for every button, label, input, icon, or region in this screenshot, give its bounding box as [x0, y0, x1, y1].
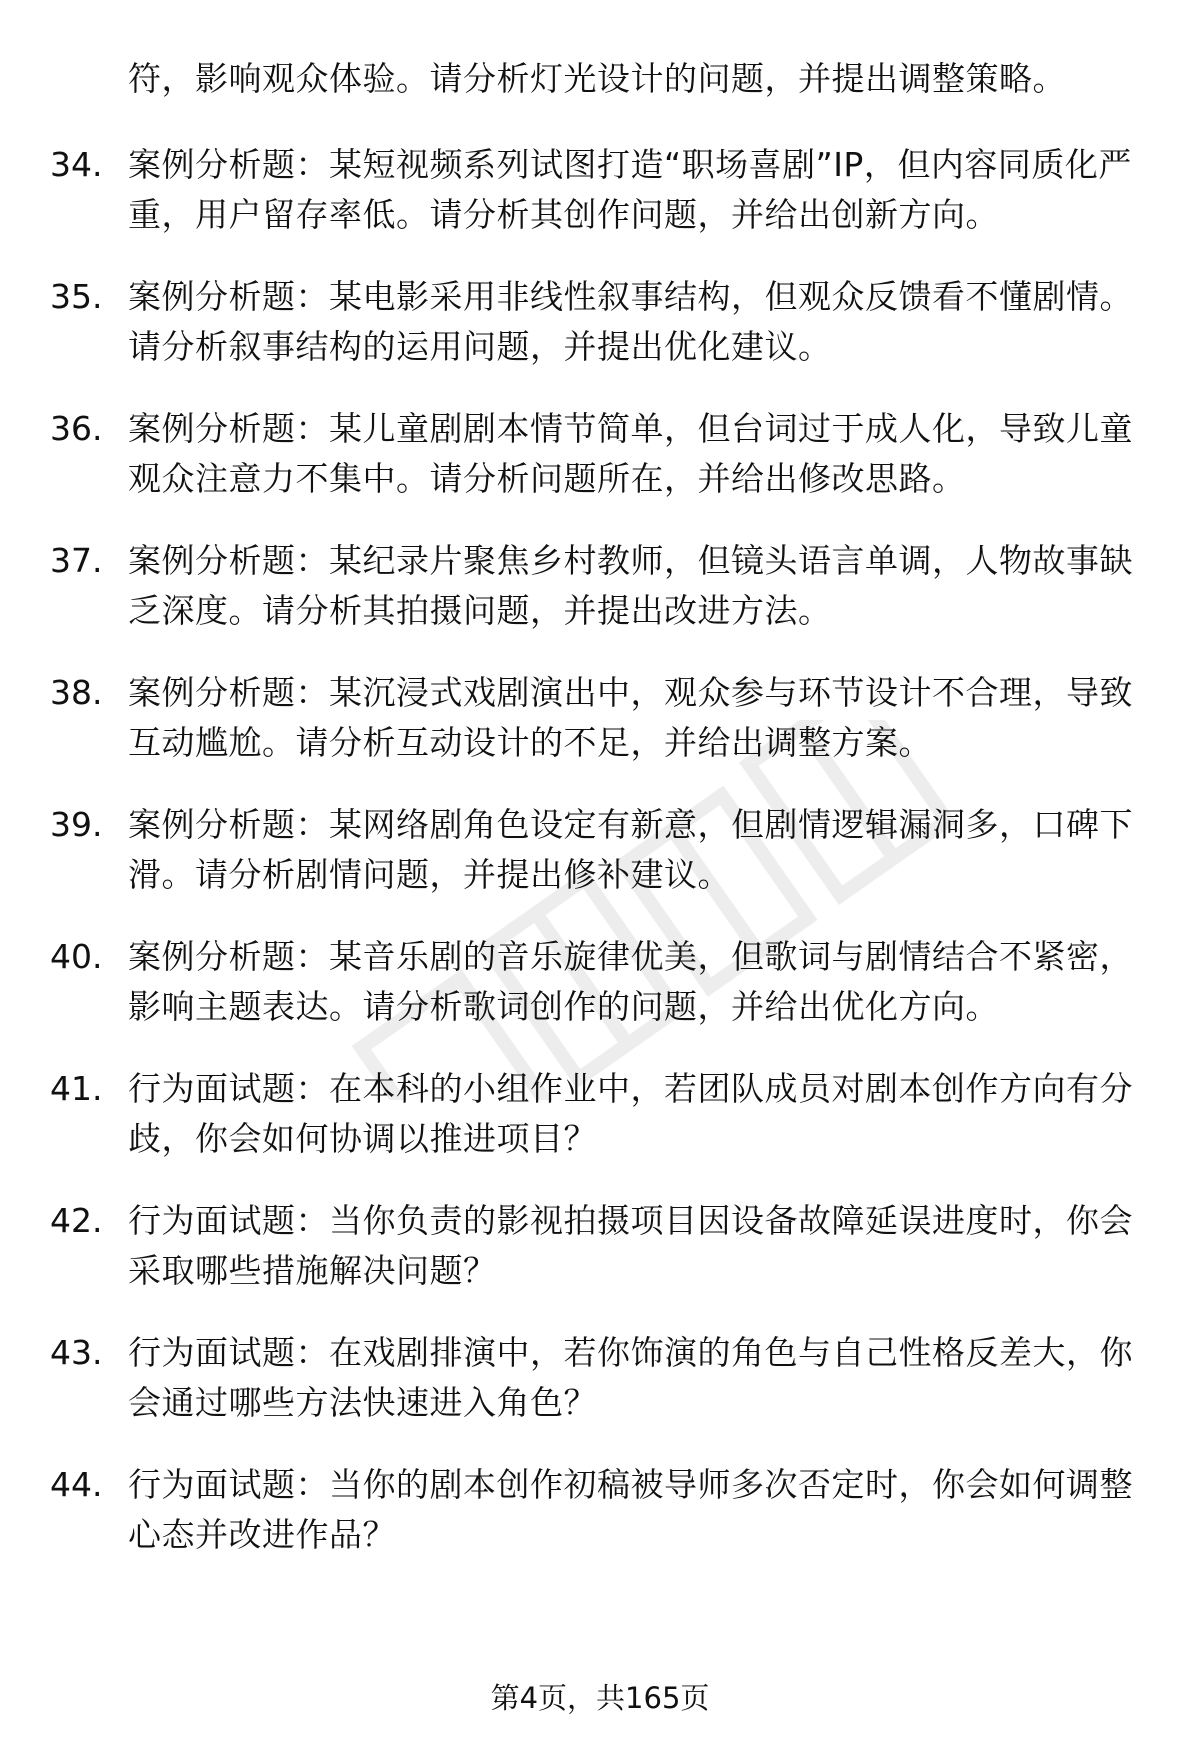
item-number: 38.: [50, 673, 103, 712]
item-number: 40.: [50, 937, 103, 976]
item-number: 39.: [50, 805, 103, 844]
list-item: [0, 1328, 1200, 1428]
item-number: 34.: [50, 145, 103, 184]
list-item: [0, 272, 1200, 372]
item-number: 42.: [50, 1201, 103, 1240]
item-text: 行为面试题：在本科的小组作业中，若团队成员对剧本创作方向有分歧，你会如何协调以推进项目？: [128, 1069, 1133, 1158]
list-item: [0, 536, 1200, 636]
list-item: [0, 404, 1200, 504]
item-text: 行为面试题：当你负责的影视拍摄项目因设备故障延误进度时，你会采取哪些措施解决问题？: [128, 1201, 1133, 1290]
item-number: 43.: [50, 1333, 103, 1372]
continuation-text: 符，影响观众体验。请分析灯光设计的问题，并提出调整策略。: [128, 59, 1066, 98]
page-footer: 第4页，共165页: [490, 1681, 710, 1715]
item-text: 案例分析题：某音乐剧的音乐旋律优美，但歌词与剧情结合不紧密，影响主题表达。请分析歌词创作的问题，并给出优化方向。: [128, 937, 1133, 1026]
item-number: 44.: [50, 1465, 103, 1504]
item-number: 41.: [50, 1069, 103, 1108]
list-item: [0, 1460, 1200, 1560]
item-text: 行为面试题：当你的剧本创作初稿被导师多次否定时，你会如何调整心态并改进作品？: [128, 1465, 1133, 1554]
list-item: [0, 800, 1200, 900]
question-list: [0, 140, 1200, 1592]
item-text: 案例分析题：某短视频系列试图打造“职场喜剧”IP，但内容同质化严重，用户留存率低。请分析其创作问题，并给出创新方向。: [128, 145, 1132, 234]
item-number: 36.: [50, 409, 103, 448]
item-text: 案例分析题：某儿童剧剧本情节简单，但台词过于成人化，导致儿童观众注意力不集中。请分析问题所在，并给出修改思路。: [128, 409, 1133, 498]
list-item: [0, 140, 1200, 240]
list-item: [0, 1196, 1200, 1296]
item-text: 行为面试题：在戏剧排演中，若你饰演的角色与自己性格反差大，你会通过哪些方法快速进入角色？: [128, 1333, 1133, 1422]
item-text: 案例分析题：某网络剧角色设定有新意，但剧情逻辑漏洞多，口碑下滑。请分析剧情问题，并提出修补建议。: [128, 805, 1133, 894]
list-item: [0, 668, 1200, 768]
item-number: 37.: [50, 541, 103, 580]
list-item: [0, 932, 1200, 1032]
list-item: [0, 1064, 1200, 1164]
item-text: 案例分析题：某电影采用非线性叙事结构，但观众反馈看不懂剧情。请分析叙事结构的运用问题，并提出优化建议。: [128, 277, 1133, 366]
item-number: 35.: [50, 277, 103, 316]
item-text: 案例分析题：某纪录片聚焦乡村教师，但镜头语言单调，人物故事缺乏深度。请分析其拍摄问题，并提出改进方法。: [128, 541, 1133, 630]
item-text: 案例分析题：某沉浸式戏剧演出中，观众参与环节设计不合理，导致互动尴尬。请分析互动设计的不足，并给出调整方案。: [128, 673, 1133, 762]
